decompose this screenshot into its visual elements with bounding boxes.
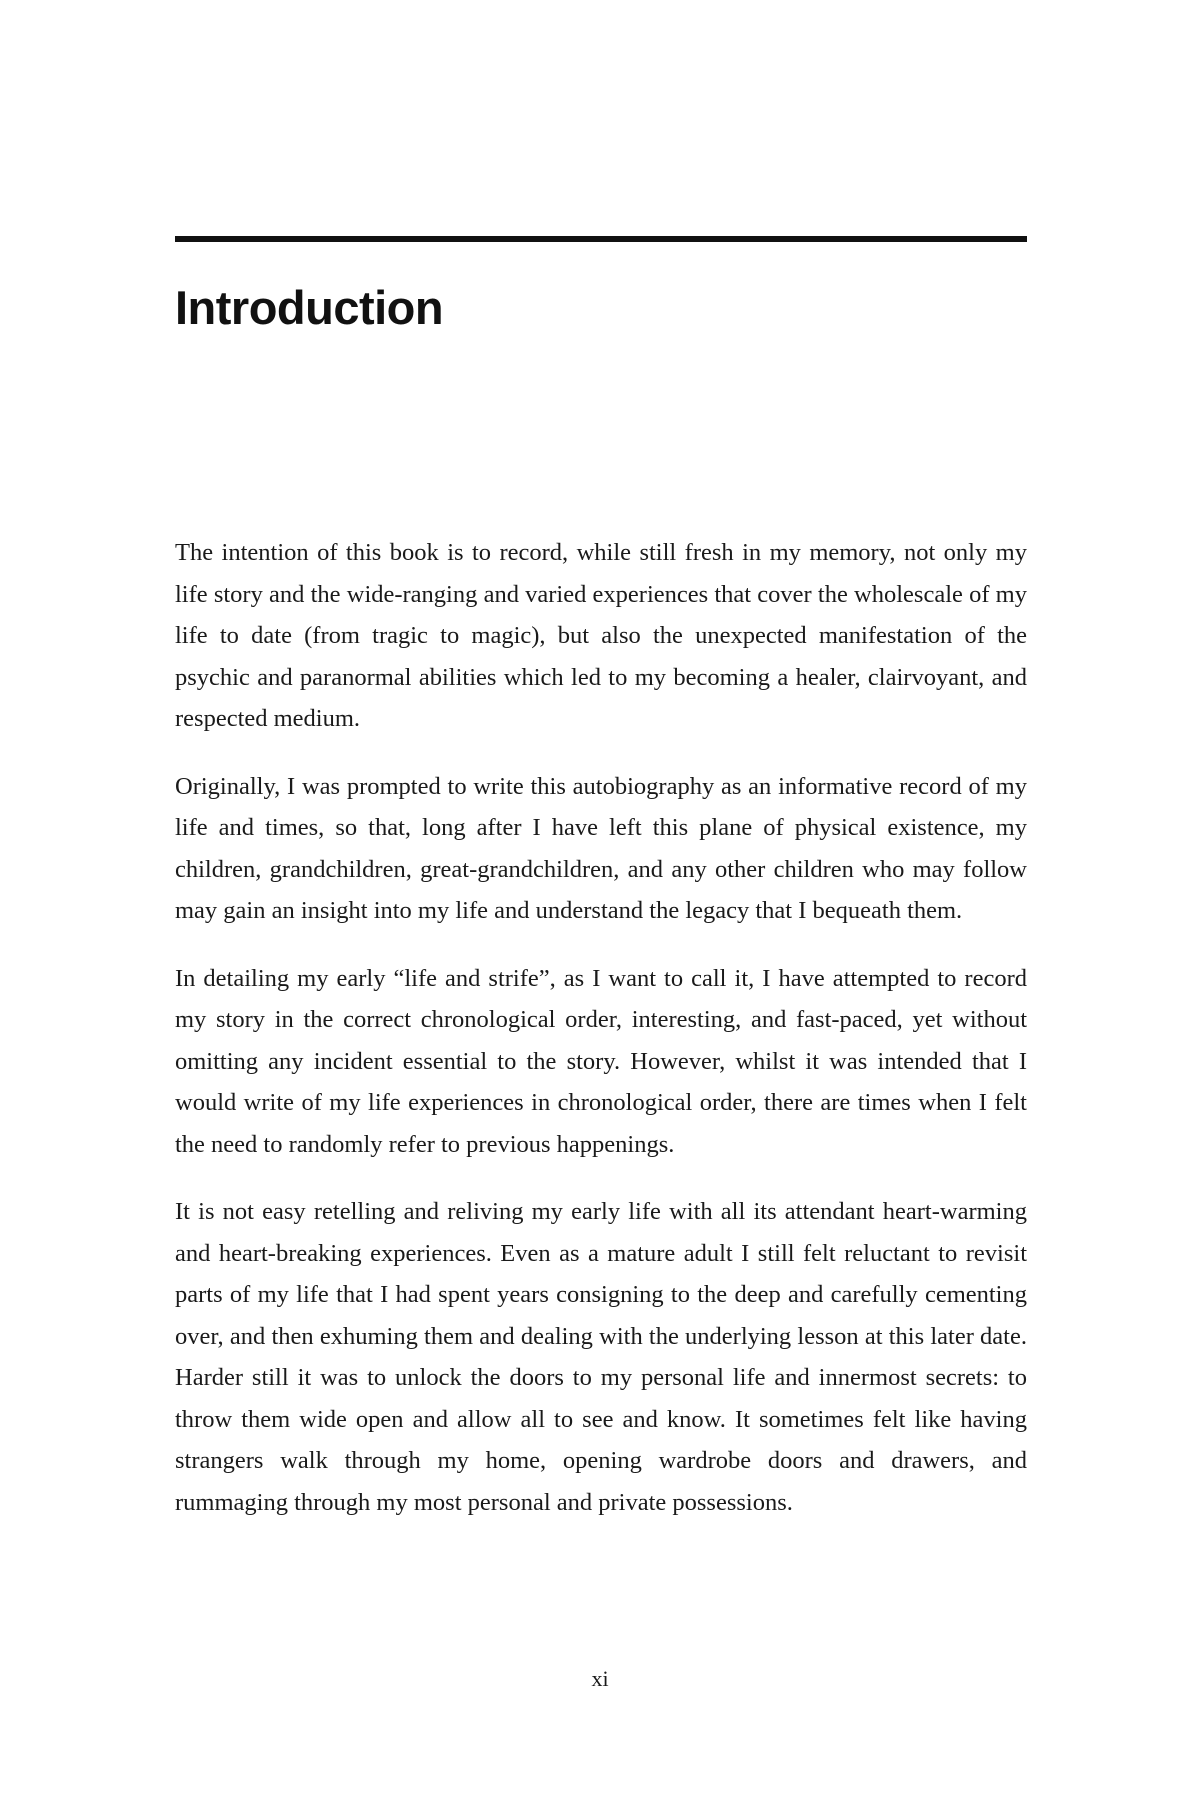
chapter-title: Introduction: [175, 281, 444, 334]
paragraph-2: Originally, I was prompted to write this autobiography as an informative record of my life and times, so that, long after I have left this plane of physical existence, my children, grandchildren, great-grandchildren, and any other children who may follow may gain an insight into my life and understand the legacy that I bequeath them.: [175, 772, 1027, 924]
paragraph-4: It is not easy retelling and reliving my early life with all its attendant heart-warming and heart-breaking experiences. Even as a mature adult I still felt reluctant to revisit parts of my life that I had spent years consigning to the deep and carefully cementing over, and then exhuming them and dealing with the underlying lesson at this later date. Harder still it was to unlock the doors to my personal life and innermost secrets: to throw them wide open and allow all to see and know. It sometimes felt like having strangers walk through my home, opening wardrobe doors and drawers, and rummaging through my most personal and private possessions.: [175, 1198, 1027, 1516]
body-text: [175, 532, 1027, 1549]
paragraph-3: In detailing my early “life and strife”, as I want to call it, I have attempted to record my story in the correct chronological order, interesting, and fast-paced, yet without omitting any incident essential to the story. However, whilst it was intended that I would write of my life experiences in chronological order, there are times when I felt the need to randomly refer to previous happenings.: [175, 964, 1027, 1158]
paragraph-1: The intention of this book is to record, while still fresh in my memory, not only my life story and the wide-ranging and varied experiences that cover the wholescale of my life to date (from tragic to magic), but also the unexpected manifestation of the psychic and paranormal abilities which led to my becoming a healer, clairvoyant, and respected medium.: [175, 539, 1027, 732]
chapter-heading-rule: [175, 236, 1027, 242]
page-number: xi: [591, 1666, 609, 1691]
